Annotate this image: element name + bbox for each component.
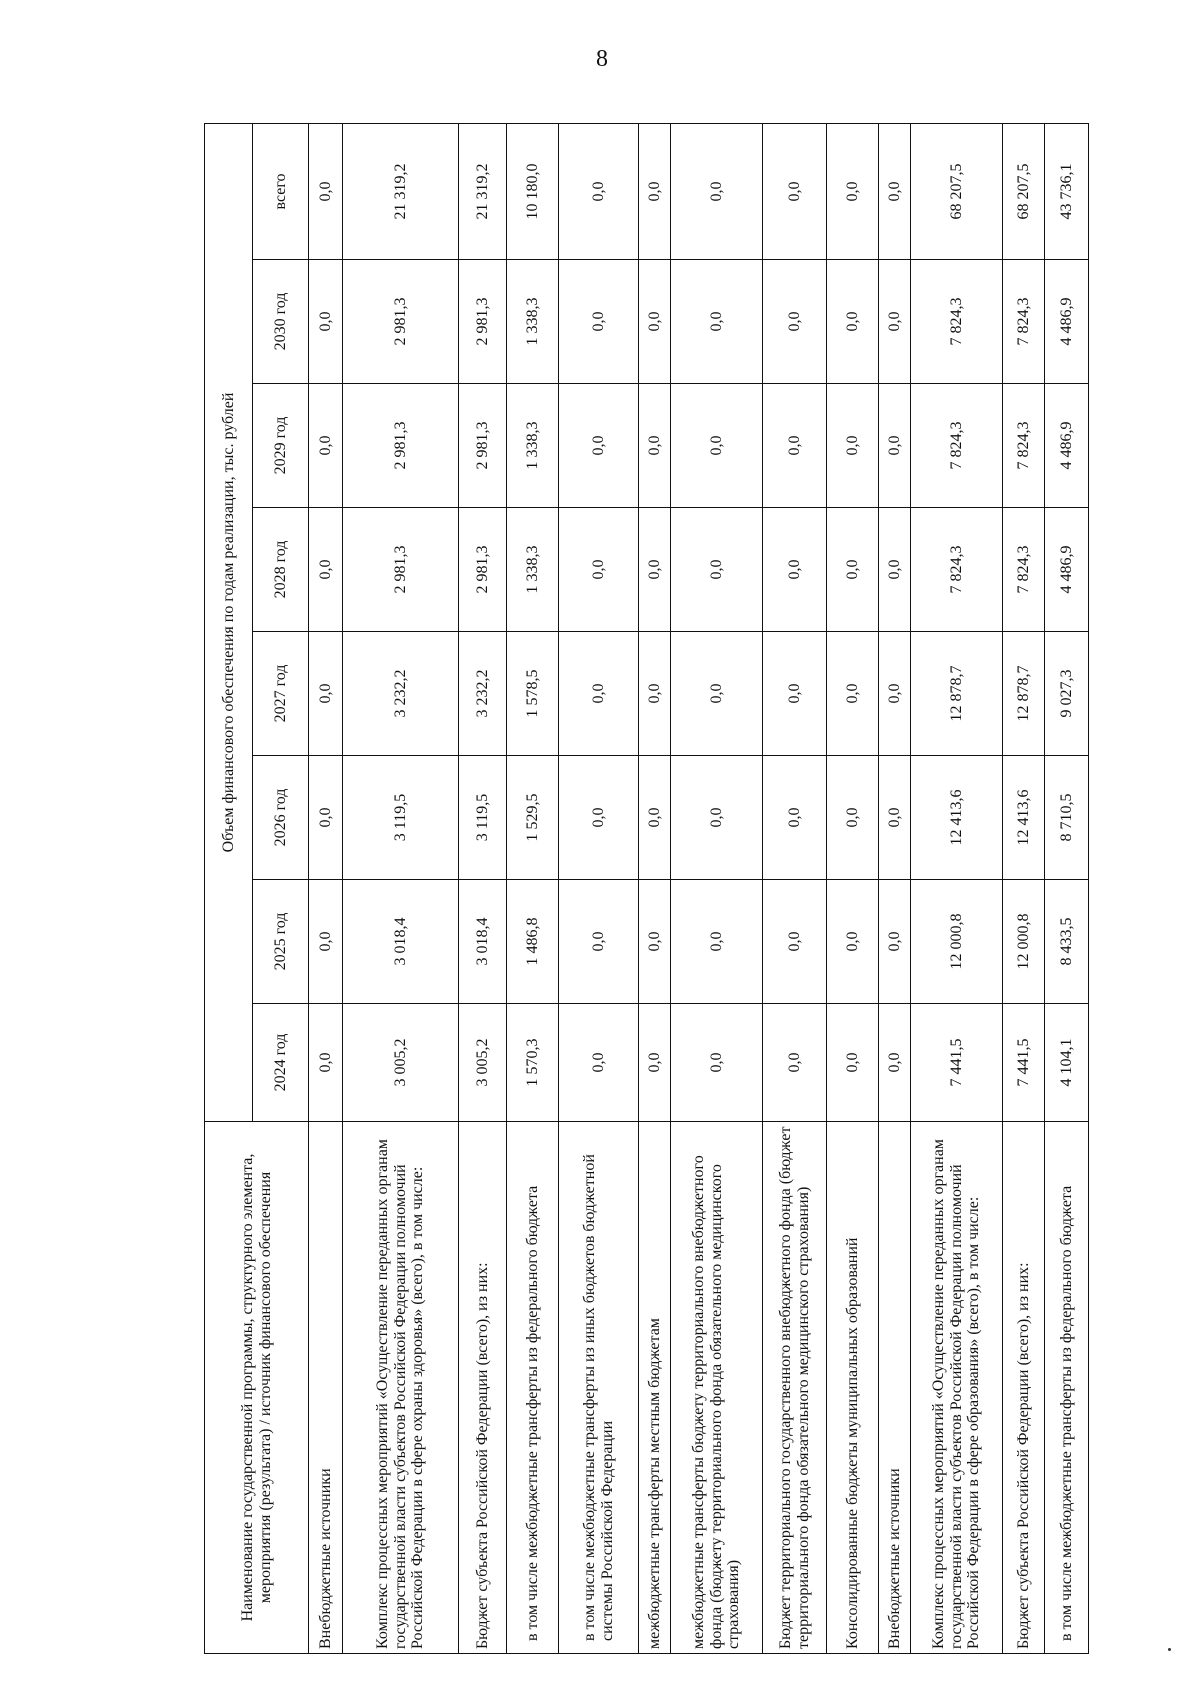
- value-cell: 7 824,3: [1003, 508, 1045, 632]
- value-cell: 0,0: [671, 123, 763, 259]
- value-cell: 0,0: [559, 1004, 639, 1122]
- value-cell: 2 981,3: [343, 260, 459, 384]
- value-cell: 0,0: [763, 384, 827, 508]
- year-header: 2029 год: [253, 384, 309, 508]
- value-cell: 0,0: [827, 508, 879, 632]
- funding-table: [204, 123, 1089, 1654]
- value-cell: 0,0: [639, 508, 671, 632]
- value-cell: 0,0: [639, 880, 671, 1004]
- value-cell: 7 824,3: [911, 508, 1003, 632]
- value-cell: 0,0: [671, 384, 763, 508]
- table-row: [309, 123, 343, 1653]
- value-cell: 12 000,8: [911, 880, 1003, 1004]
- value-cell: 0,0: [763, 1004, 827, 1122]
- name-column-header: Наименование государственной программы, структурного элемента, мероприятия (результата) / источник финансового обеспечения: [205, 1122, 309, 1654]
- row-label: Бюджет субъекта Российской Федерации (всего), из них:: [1003, 1122, 1045, 1654]
- value-cell: 0,0: [309, 1004, 343, 1122]
- value-cell: 0,0: [309, 632, 343, 756]
- value-cell: 0,0: [639, 632, 671, 756]
- value-cell: 21 319,2: [459, 123, 507, 259]
- table-row: [1003, 123, 1045, 1653]
- value-cell: 1 338,3: [507, 508, 559, 632]
- value-cell: 0,0: [763, 632, 827, 756]
- value-cell: 0,0: [827, 880, 879, 1004]
- value-cell: 2 981,3: [459, 260, 507, 384]
- table-row: [879, 123, 911, 1653]
- table-row: [459, 123, 507, 1653]
- value-cell: 0,0: [763, 508, 827, 632]
- value-cell: 1 486,8: [507, 880, 559, 1004]
- value-cell: 0,0: [827, 1004, 879, 1122]
- table-row: [911, 123, 1003, 1653]
- value-cell: 0,0: [559, 260, 639, 384]
- value-cell: 9 027,3: [1045, 632, 1089, 756]
- value-cell: 0,0: [763, 123, 827, 259]
- value-cell: 0,0: [827, 632, 879, 756]
- value-cell: 0,0: [763, 880, 827, 1004]
- row-label: Бюджет территориального государственного внебюджетного фонда (бюджет территориального фонда обязательного медицинского страхования): [763, 1122, 827, 1654]
- scan-speck: [1168, 1648, 1171, 1651]
- table-row: [343, 123, 459, 1653]
- value-cell: 0,0: [827, 260, 879, 384]
- table-row: [639, 123, 671, 1653]
- table-row: [507, 123, 559, 1653]
- row-label: в том числе межбюджетные трансферты из иных бюджетов бюджетной системы Российской Федерации: [559, 1122, 639, 1654]
- value-cell: 1 529,5: [507, 756, 559, 880]
- value-cell: 0,0: [639, 1004, 671, 1122]
- value-cell: 0,0: [559, 756, 639, 880]
- table-row: [763, 123, 827, 1653]
- value-cell: 0,0: [827, 756, 879, 880]
- year-header: всего: [253, 123, 309, 259]
- value-cell: 0,0: [827, 384, 879, 508]
- value-cell: 0,0: [671, 880, 763, 1004]
- value-cell: 0,0: [879, 123, 911, 259]
- value-cell: 1 578,5: [507, 632, 559, 756]
- value-cell: 0,0: [559, 508, 639, 632]
- value-cell: 0,0: [879, 1004, 911, 1122]
- value-cell: 12 878,7: [911, 632, 1003, 756]
- value-cell: 0,0: [827, 123, 879, 259]
- value-cell: 1 570,3: [507, 1004, 559, 1122]
- value-cell: 7 824,3: [1003, 260, 1045, 384]
- value-cell: 2 981,3: [459, 508, 507, 632]
- value-cell: 2 981,3: [459, 384, 507, 508]
- value-cell: 3 232,2: [343, 632, 459, 756]
- value-cell: 68 207,5: [911, 123, 1003, 259]
- value-cell: 0,0: [879, 632, 911, 756]
- value-cell: 68 207,5: [1003, 123, 1045, 259]
- value-cell: 3 005,2: [459, 1004, 507, 1122]
- rotated-table-wrapper: [204, 124, 1075, 1654]
- value-cell: 0,0: [309, 508, 343, 632]
- row-label: в том числе межбюджетные трансферты из федерального бюджета: [1045, 1122, 1089, 1654]
- value-cell: 7 824,3: [911, 260, 1003, 384]
- year-header: 2028 год: [253, 508, 309, 632]
- value-cell: 4 486,9: [1045, 384, 1089, 508]
- value-cell: 0,0: [309, 756, 343, 880]
- value-cell: 0,0: [639, 756, 671, 880]
- value-cell: 0,0: [671, 260, 763, 384]
- value-cell: 0,0: [763, 260, 827, 384]
- value-cell: 0,0: [559, 123, 639, 259]
- value-cell: 0,0: [879, 880, 911, 1004]
- value-cell: 0,0: [309, 123, 343, 259]
- value-cell: 0,0: [879, 260, 911, 384]
- value-cell: 2 981,3: [343, 384, 459, 508]
- row-label: межбюджетные трансферты местным бюджетам: [639, 1122, 671, 1654]
- value-cell: 1 338,3: [507, 384, 559, 508]
- volume-group-header: Объем финансового обеспечения по годам реализации, тыс. рублей: [205, 123, 253, 1121]
- value-cell: 0,0: [309, 260, 343, 384]
- value-cell: 7 441,5: [911, 1004, 1003, 1122]
- year-header: 2024 год: [253, 1004, 309, 1122]
- value-cell: 3 232,2: [459, 632, 507, 756]
- value-cell: 12 878,7: [1003, 632, 1045, 756]
- year-header: 2027 год: [253, 632, 309, 756]
- row-label: Комплекс процессных мероприятий «Осуществление переданных органам государственной власти субъектов Российской Федерации полномочий Российской Федерации в сфере образования» (всего), в том числе:: [911, 1122, 1003, 1654]
- table-row: [559, 123, 639, 1653]
- row-label: Бюджет субъекта Российской Федерации (всего), из них:: [459, 1122, 507, 1654]
- value-cell: 0,0: [639, 384, 671, 508]
- year-header: 2026 год: [253, 756, 309, 880]
- table-row: [827, 123, 879, 1653]
- value-cell: 8 710,5: [1045, 756, 1089, 880]
- value-cell: 21 319,2: [343, 123, 459, 259]
- value-cell: 2 981,3: [343, 508, 459, 632]
- value-cell: 7 441,5: [1003, 1004, 1045, 1122]
- value-cell: 10 180,0: [507, 123, 559, 259]
- value-cell: 8 433,5: [1045, 880, 1089, 1004]
- value-cell: 0,0: [671, 756, 763, 880]
- value-cell: 0,0: [671, 632, 763, 756]
- value-cell: 12 413,6: [911, 756, 1003, 880]
- value-cell: 7 824,3: [911, 384, 1003, 508]
- page-number: 8: [596, 46, 608, 72]
- value-cell: 0,0: [879, 384, 911, 508]
- value-cell: 3 119,5: [343, 756, 459, 880]
- row-label: Комплекс процессных мероприятий «Осуществление переданных органам государственной власти субъектов Российской Федерации полномочий Российской Федерации в сфере охраны здоровья» (всего), в том числе:: [343, 1122, 459, 1654]
- value-cell: 0,0: [879, 508, 911, 632]
- row-label: в том числе межбюджетные трансферты из федерального бюджета: [507, 1122, 559, 1654]
- row-label: межбюджетные трансферты бюджету территориального внебюджетного фонда (бюджету территориального фонда обязательного медицинского страхования): [671, 1122, 763, 1654]
- value-cell: 4 486,9: [1045, 260, 1089, 384]
- value-cell: 0,0: [309, 880, 343, 1004]
- value-cell: 0,0: [639, 123, 671, 259]
- value-cell: 3 005,2: [343, 1004, 459, 1122]
- value-cell: 0,0: [559, 384, 639, 508]
- value-cell: 43 736,1: [1045, 123, 1089, 259]
- value-cell: 0,0: [671, 508, 763, 632]
- value-cell: 7 824,3: [1003, 384, 1045, 508]
- value-cell: 0,0: [639, 260, 671, 384]
- value-cell: 0,0: [879, 756, 911, 880]
- value-cell: 12 000,8: [1003, 880, 1045, 1004]
- value-cell: 0,0: [559, 880, 639, 1004]
- value-cell: 12 413,6: [1003, 756, 1045, 880]
- value-cell: 0,0: [309, 384, 343, 508]
- row-label: Внебюджетные источники: [879, 1122, 911, 1654]
- year-header: 2025 год: [253, 880, 309, 1004]
- value-cell: 4 486,9: [1045, 508, 1089, 632]
- value-cell: 1 338,3: [507, 260, 559, 384]
- year-header: 2030 год: [253, 260, 309, 384]
- value-cell: 3 119,5: [459, 756, 507, 880]
- table-row: [671, 123, 763, 1653]
- row-label: Внебюджетные источники: [309, 1122, 343, 1654]
- value-cell: 3 018,4: [343, 880, 459, 1004]
- value-cell: 4 104,1: [1045, 1004, 1089, 1122]
- value-cell: 0,0: [559, 632, 639, 756]
- value-cell: 0,0: [671, 1004, 763, 1122]
- row-label: Консолидированные бюджеты муниципальных образований: [827, 1122, 879, 1654]
- value-cell: 0,0: [763, 756, 827, 880]
- table-row: [1045, 123, 1089, 1653]
- value-cell: 3 018,4: [459, 880, 507, 1004]
